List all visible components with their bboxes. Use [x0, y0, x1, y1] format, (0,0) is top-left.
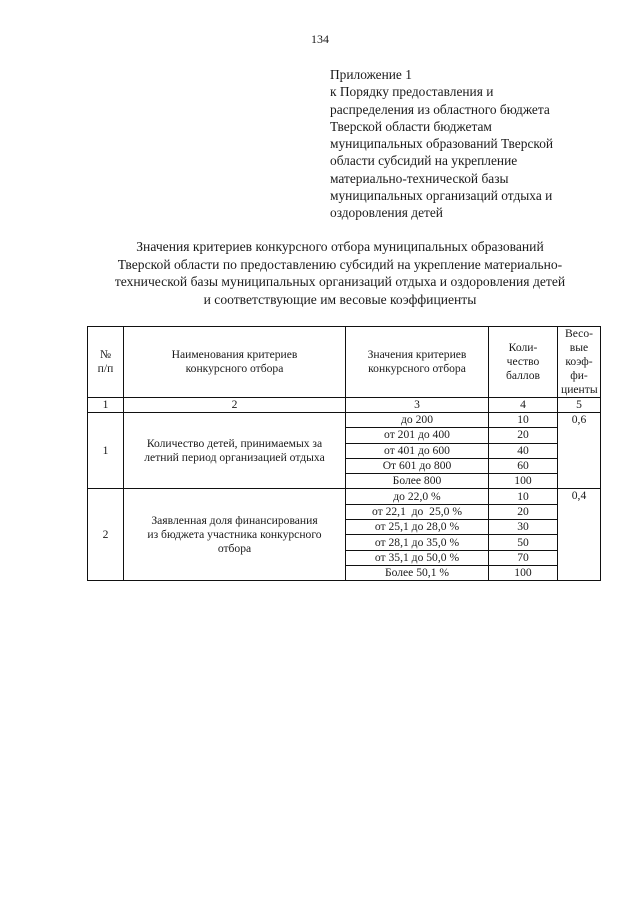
- points-value: 70: [489, 550, 558, 565]
- criterion-value: от 35,1 до 50,0 %: [346, 550, 489, 565]
- page-number: 134: [311, 32, 329, 46]
- weight-value: 0,6: [558, 413, 601, 489]
- points-value: 100: [489, 565, 558, 580]
- title-line: Тверской области по предоставлению субсидий на укрепление материально-: [117, 256, 563, 272]
- criterion-name: Заявленная доля финансирования из бюджета участника конкурсного отбора: [124, 489, 346, 581]
- column-index: 2: [124, 398, 346, 413]
- table-header-row: [88, 327, 601, 398]
- column-index: 3: [346, 398, 489, 413]
- column-index: 4: [489, 398, 558, 413]
- header-weight: Весо- вые коэф- фи- циенты: [558, 327, 601, 398]
- header-points: Коли- чество баллов: [489, 327, 558, 398]
- points-value: 40: [489, 443, 558, 458]
- points-value: 100: [489, 474, 558, 489]
- criterion-value: от 28,1 до 35,0 %: [346, 535, 489, 550]
- criterion-value: Более 50,1 %: [346, 565, 489, 580]
- header-criterion-name: Наименования критериев конкурсного отбора: [124, 327, 346, 398]
- column-index: 5: [558, 398, 601, 413]
- weight-value: 0,4: [558, 489, 601, 581]
- title-line: и соответствующие им весовые коэффициенты: [203, 291, 477, 307]
- column-index-row: [88, 398, 601, 413]
- criteria-table: [87, 326, 601, 581]
- criterion-value: От 601 до 800: [346, 458, 489, 473]
- title-line: Значения критериев конкурсного отбора муниципальных образований: [136, 239, 544, 254]
- points-value: 30: [489, 520, 558, 535]
- table-row: [88, 489, 601, 504]
- group-number: 2: [88, 489, 124, 581]
- points-value: 20: [489, 428, 558, 443]
- column-index: 1: [88, 398, 124, 413]
- header-criterion-values: Значения критериев конкурсного отбора: [346, 327, 489, 398]
- appendix-line: распределения из областного бюджета: [330, 101, 550, 117]
- appendix-line: муниципальных организаций отдыха и: [330, 188, 553, 204]
- points-value: 50: [489, 535, 558, 550]
- criterion-value: до 200: [346, 413, 489, 428]
- document-title: [70, 238, 610, 308]
- criterion-value: от 22,1 до 25,0 %: [346, 504, 489, 519]
- appendix-reference: [330, 66, 620, 222]
- criterion-value: до 22,0 %: [346, 489, 489, 504]
- points-value: 60: [489, 458, 558, 473]
- criterion-value: от 201 до 400: [346, 428, 489, 443]
- title-line: технической базы муниципальных организаций отдыха и оздоровления детей: [114, 274, 566, 289]
- group-number: 1: [88, 413, 124, 489]
- table-row: [88, 413, 601, 428]
- appendix-line: материально-технической базы: [330, 170, 509, 186]
- points-value: 10: [489, 489, 558, 504]
- appendix-line: к Порядку предоставления и: [330, 84, 494, 100]
- appendix-line: Тверской области бюджетам: [330, 118, 492, 134]
- criterion-name: Количество детей, принимаемых за летний период организацией отдыха: [124, 413, 346, 489]
- appendix-line: области субсидий на укрепление: [330, 153, 518, 169]
- points-value: 10: [489, 413, 558, 428]
- points-value: 20: [489, 504, 558, 519]
- appendix-line: муниципальных образований Тверской: [330, 136, 554, 152]
- criterion-value: от 401 до 600: [346, 443, 489, 458]
- header-number: № п/п: [88, 327, 124, 398]
- appendix-line: оздоровления детей: [330, 205, 443, 221]
- appendix-line: Приложение 1: [330, 67, 412, 82]
- criterion-value: от 25,1 до 28,0 %: [346, 520, 489, 535]
- criterion-value: Более 800: [346, 474, 489, 489]
